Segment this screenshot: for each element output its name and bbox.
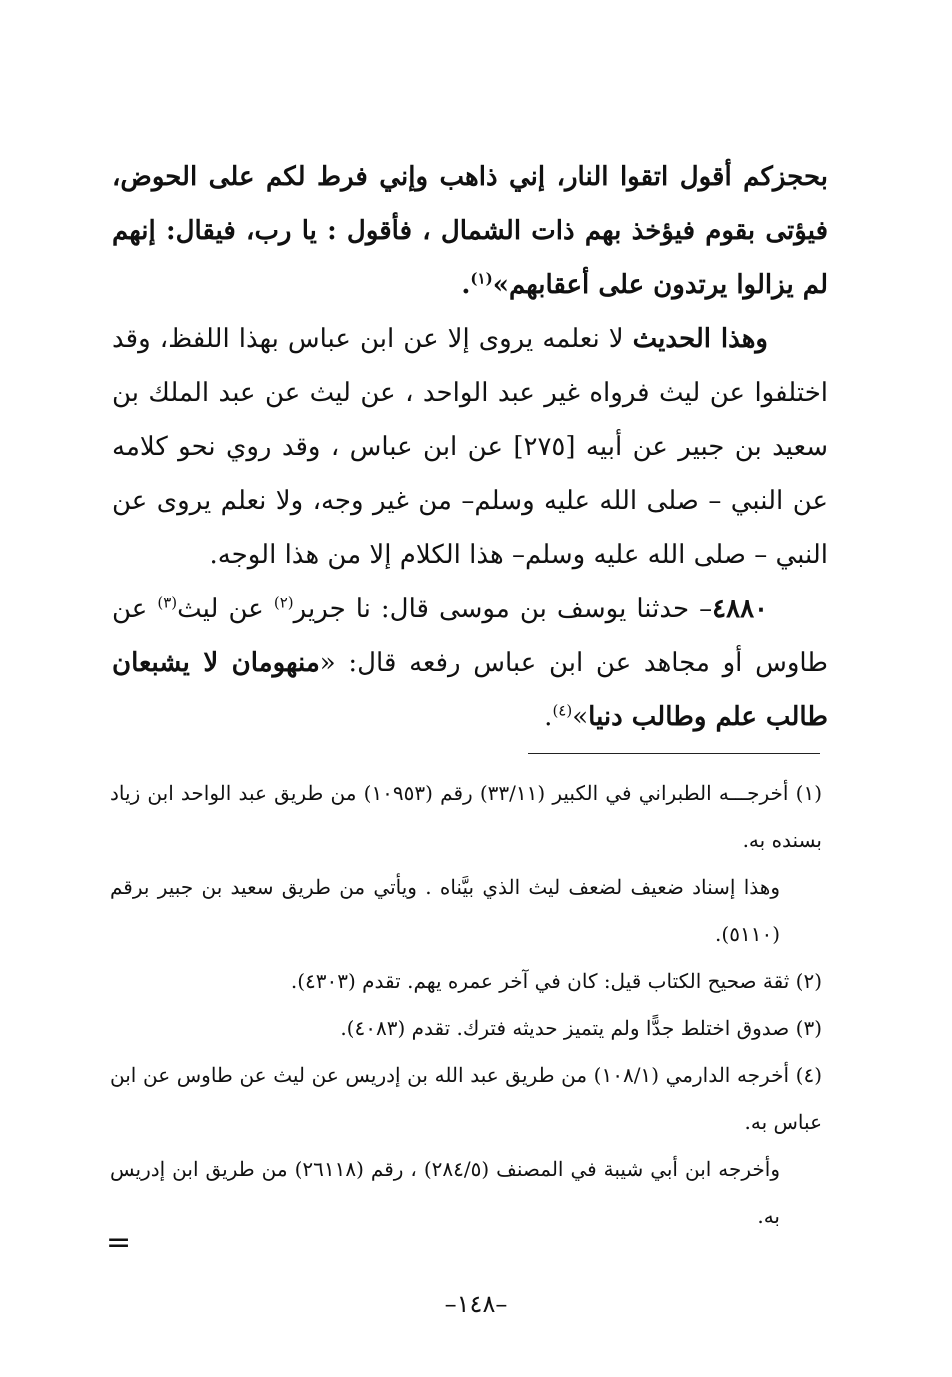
commentary-text: لا نعلمه يروى إلا عن ابن عباس بهذا اللفظ، وقد اختلفوا عن ليث فرواه غير عبد الواحد ، عن ليث عن عبد الملك بن سعيد بن جبير عن أبيه [٢٧٥] عن ابن عباس ، وقد روي نحو كلامه عن النبي – صلى الله عليه وسلم– من غير وجه، ولا نعلم يروى عن النبي – صلى الله عليه وسلم– هذا الكلام إلا من هذا الوجه. [112, 324, 828, 570]
footnotes [110, 770, 822, 1240]
hadith-continuation-text: بحجزكم أقول اتقوا النار، إني ذاهب وإني فرط لكم على الحوض، فيؤتى بقوم فيؤخذ بهم ذات الشمال ، فأقول : يا رب، فيقال: إنهم لم يزالوا يرتدون على أعقابهم» [112, 162, 828, 300]
footnote-3: (٣) صدوق اختلط جدًّا ولم يتميز حديثه فترك. تقدم (٤٠٨٣). [340, 1016, 822, 1040]
commentary-paragraph [112, 312, 828, 582]
continuation-mark: = [106, 1225, 132, 1260]
footnote-separator [528, 753, 820, 754]
footnote-ref-2: (٢) [273, 593, 294, 612]
footnote-4-continued: وأخرجه ابن أبي شيبة في المصنف (٢٨٤/٥) ، رقم (٢٦١١٨) من طريق ابن إدريس به. [110, 1157, 780, 1228]
footnote-2: (٢) ثقة صحيح الكتاب قيل: كان في آخر عمره يهم. تقدم (٤٣٠٣). [290, 969, 822, 993]
hadith-continuation-paragraph [112, 150, 828, 312]
isnad-part-3: عن طاوس أو مجاهد عن ابن عباس رفعه قال: « [112, 594, 829, 678]
footnote-ref-4: (٤) [552, 701, 573, 720]
footnote-1-continued: وهذا إسناد ضعيف لضعف ليث الذي بيَّناه . ويأتي من طريق سعيد بن جبير برقم (٥١١٠). [110, 875, 780, 946]
hadith-matn: منهومان لا يشبعان طالب علم وطالب دنيا [112, 648, 828, 732]
hadith-4880-paragraph [112, 582, 828, 744]
hadith-continuation-end: . [461, 270, 471, 300]
main-text [112, 150, 828, 744]
footnote-ref-1: (١) [470, 269, 493, 288]
footnote-4: (٤) أخرجه الدارمي (١٠٨/١) من طريق عبد الله بن إدريس عن ليث عن طاوس عن ابن عباس به. [110, 1063, 822, 1134]
isnad-part-2: عن ليث [177, 594, 274, 624]
matn-close-quote: » [572, 702, 589, 732]
page-number: –١٤٨– [444, 1290, 508, 1318]
hadith-4880-end: . [544, 702, 553, 732]
footnote-ref-3: (٣) [157, 593, 178, 612]
footnote-1: (١) أخرجـــه الطبراني في الكبير (٣٣/١١) رقم (١٠٩٥٣) من طريق عبد الواحد ابن زياد بسنده به. [110, 781, 822, 852]
commentary-lead: وهذا الحديث [632, 324, 768, 354]
isnad-part-1: – حدثنا يوسف بن موسى قال: نا جرير [293, 594, 713, 624]
hadith-number: ٤٨٨٠ [712, 594, 768, 624]
